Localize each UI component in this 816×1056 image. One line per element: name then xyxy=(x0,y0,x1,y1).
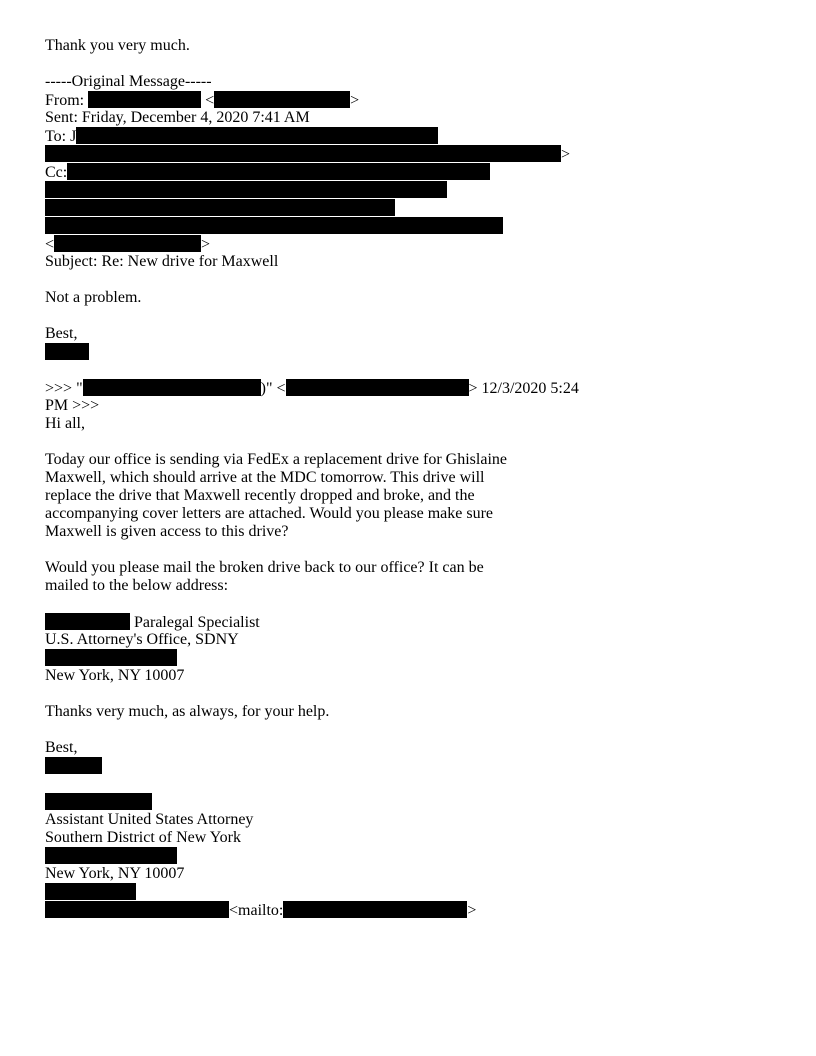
redaction-box xyxy=(214,91,350,108)
subject-line: Subject: Re: New drive for Maxwell xyxy=(45,253,279,270)
to-line-2: > xyxy=(45,145,570,163)
quote-header: >>> " )" < > 12/3/2020 5:24 xyxy=(45,380,579,397)
redaction-box xyxy=(45,343,89,360)
body-paragraph-line: Maxwell is given access to this drive? xyxy=(45,523,289,540)
cc-line-email: < > xyxy=(45,236,211,253)
quote-header-suffix: PM >>> xyxy=(45,397,100,414)
reply-line: Thank you very much. xyxy=(45,37,190,54)
redaction-box xyxy=(45,199,395,216)
to-line: To: J xyxy=(45,127,438,145)
redaction-box xyxy=(45,847,177,864)
body-paragraph-line: replace the drive that Maxwell recently dropped and broke, and the xyxy=(45,487,475,504)
redaction-box xyxy=(67,163,490,180)
signature-city: New York, NY 10007 xyxy=(45,865,185,882)
redaction-box xyxy=(76,127,438,144)
redaction-box xyxy=(88,91,201,108)
thanks-line: Thanks very much, as always, for your help. xyxy=(45,703,330,720)
redaction-box xyxy=(45,181,447,198)
redaction-box xyxy=(283,901,467,918)
body-paragraph-line: Would you please mail the broken drive back to our office? It can be xyxy=(45,559,484,576)
paralegal-line: Paralegal Specialist xyxy=(45,613,260,631)
redaction-box xyxy=(83,379,261,396)
from-line: From: < > xyxy=(45,92,360,109)
address-city: New York, NY 10007 xyxy=(45,667,185,684)
body-paragraph-line: Today our office is sending via FedEx a replacement drive for Ghislaine xyxy=(45,451,507,468)
redaction-box xyxy=(45,649,177,666)
signature-title: Assistant United States Attorney xyxy=(45,811,254,828)
redaction-box xyxy=(45,901,229,918)
signature-district: Southern District of New York xyxy=(45,829,241,846)
closing-best: Best, xyxy=(45,739,78,756)
redaction-box xyxy=(45,613,130,630)
original-message-header: -----Original Message----- xyxy=(45,73,212,90)
redaction-box xyxy=(45,883,136,900)
body-paragraph-line: Maxwell, which should arrive at the MDC tomorrow. This drive will xyxy=(45,469,485,486)
sent-line: Sent: Friday, December 4, 2020 7:41 AM xyxy=(45,109,310,126)
cc-line: Cc: xyxy=(45,163,490,181)
greeting: Hi all, xyxy=(45,415,85,432)
office-name: U.S. Attorney's Office, SDNY xyxy=(45,631,239,648)
redaction-box xyxy=(45,217,503,234)
redaction-box xyxy=(45,793,152,810)
body-paragraph-line: mailed to the below address: xyxy=(45,577,229,594)
redaction-box xyxy=(54,235,201,252)
reply-body: Not a problem. xyxy=(45,289,142,306)
redaction-box xyxy=(286,379,469,396)
redaction-box xyxy=(45,757,102,774)
mailto-line: <mailto: > xyxy=(45,901,476,919)
closing-best: Best, xyxy=(45,325,78,342)
redaction-box xyxy=(45,145,561,162)
body-paragraph-line: accompanying cover letters are attached. Would you please make sure xyxy=(45,505,494,522)
